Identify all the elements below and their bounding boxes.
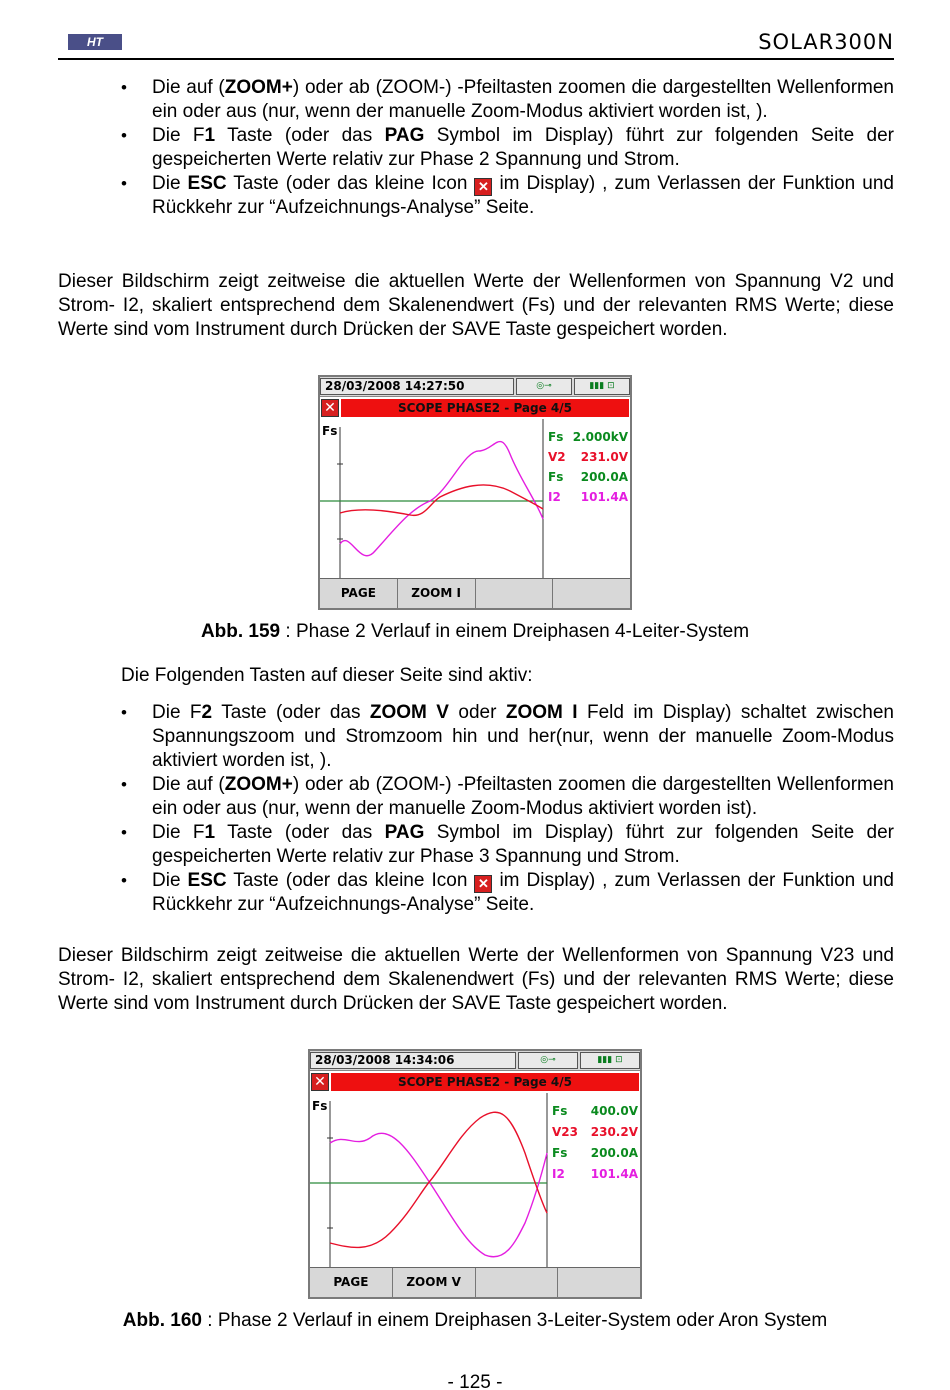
caption-159: Abb. 159 : Phase 2 Verlauf in einem Dreiphasen 4-Leiter-System <box>200 621 750 642</box>
bullet-f1-2: • Die F1 Taste (oder das PAG Symbol im Display) führt zur folgenden Seite der gespeicherten Werte relativ zur Phase 3 Spannung und Strom. <box>58 821 894 869</box>
value-fs-a: 200.0A <box>580 470 628 484</box>
esc-close-icon[interactable]: ✕ <box>311 1073 329 1091</box>
status-bar <box>320 377 630 397</box>
bullet-f2: • Die F2 Taste (oder das ZOOM V oder ZOOM I Feld im Display) schaltet zwischen Spannungszoom und Stromzoom hin und her(nur, wenn der manuelle Zoom-Modus aktiviert worden ist, ). <box>58 701 894 773</box>
bullet-zoom: • Die auf (ZOOM+) oder ab (ZOOM-) -Pfeiltasten zoomen die dargestellten Wellenformen ein oder aus (nur, wenn der manuelle Zoom-Modus aktiviert worden ist, ). <box>58 76 894 124</box>
value-v23: 230.2V <box>590 1125 638 1139</box>
value-label-v2: V2 <box>548 450 566 464</box>
value-fs-v: 2.000kV <box>572 430 628 444</box>
page-button[interactable]: PAGE <box>320 579 398 608</box>
bullet-zoom-2: • Die auf (ZOOM+) oder ab (ZOOM-) -Pfeiltasten zoomen die dargestellten Wellenformen ein oder aus (nur, wenn der manuelle Zoom-Modus aktiviert worden ist). <box>58 773 894 821</box>
instrument-screen-159 <box>318 375 632 610</box>
status-bar <box>310 1051 640 1071</box>
intro-text: Die Folgenden Tasten auf dieser Seite sind aktiv: <box>121 665 533 686</box>
value-label-v23: V23 <box>552 1125 578 1139</box>
screen-title: SCOPE PHASE2 - Page 4/5 <box>331 1073 639 1091</box>
scope-plot <box>320 419 630 581</box>
value-fs-a: 200.0A <box>590 1146 638 1160</box>
value-fs-v: 400.0V <box>590 1104 638 1118</box>
page-number: - 125 - <box>447 1372 503 1390</box>
battery-icon: ▮▮▮ ⊡ <box>574 378 630 395</box>
softkey-4[interactable] <box>558 1268 640 1297</box>
connection-icon: ◎⊸ <box>516 378 572 395</box>
value-label-fs-v: Fs <box>552 1104 568 1118</box>
value-label-fs-a: Fs <box>552 1146 568 1160</box>
page-header <box>58 28 894 60</box>
voltage-waveform <box>340 485 543 515</box>
connection-icon: ◎⊸ <box>518 1052 578 1069</box>
bullet-esc: • Die ESC Taste (oder das kleine Icon ✕ im Display) , zum Verlassen der Funktion und Rückkehr zur “Aufzeichnungs-Analyse” Seite. <box>58 172 894 220</box>
current-waveform <box>330 1133 547 1257</box>
value-readouts <box>552 1104 639 1181</box>
value-label-fs-v: Fs <box>548 430 564 444</box>
softkey-bar <box>320 578 630 608</box>
caption-160: Abb. 160 : Phase 2 Verlauf in einem Dreiphasen 3-Leiter-System oder Aron System <box>122 1310 828 1331</box>
voltage-waveform <box>330 1112 547 1247</box>
value-readouts <box>548 430 629 504</box>
value-label-fs-a: Fs <box>548 470 564 484</box>
esc-close-icon[interactable]: ✕ <box>321 399 339 417</box>
value-i2: 101.4A <box>580 490 628 504</box>
instrument-screen-160 <box>308 1049 642 1299</box>
datetime-display: 28/03/2008 14:34:06 <box>310 1052 516 1069</box>
value-label-i2: I2 <box>548 490 561 504</box>
softkey-3[interactable] <box>476 1268 559 1297</box>
bullet-list-1 <box>58 76 894 220</box>
paragraph-2: Dieser Bildschirm zeigt zeitweise die aktuellen Werte der Wellenformen von Spannung V23 und Strom- I2, skaliert entsprechend dem Skalenendwert (Fs) und der relevanten RMS Werte; diese Werte sind vom Instrument durch Drücken der SAVE Taste gespeichert worden. <box>58 945 894 1014</box>
page-button[interactable]: PAGE <box>310 1268 393 1297</box>
fs-axis-label: Fs <box>322 424 338 438</box>
product-name: SOLAR300N <box>758 30 894 54</box>
close-icon: ✕ <box>474 178 492 196</box>
zoom-v-button[interactable]: ZOOM V <box>393 1268 476 1297</box>
title-bar <box>320 398 630 418</box>
close-icon: ✕ <box>474 875 492 893</box>
value-v2: 231.0V <box>580 450 628 464</box>
bullet-list-2 <box>58 701 894 917</box>
current-waveform <box>340 442 543 556</box>
ht-logo: HT <box>68 34 122 50</box>
title-bar <box>310 1072 640 1092</box>
scope-plot <box>310 1093 640 1269</box>
paragraph-1: Dieser Bildschirm zeigt zeitweise die aktuellen Werte der Wellenformen von Spannung V2 und Strom- I2, skaliert entsprechend dem Skalenendwert (Fs) und der relevanten RMS Werte; diese Werte sind vom Instrument durch Drücken der SAVE Taste gespeichert worden. <box>58 271 894 340</box>
softkey-4[interactable] <box>553 579 630 608</box>
datetime-display: 28/03/2008 14:27:50 <box>320 378 514 395</box>
value-label-i2: I2 <box>552 1167 565 1181</box>
screen-title: SCOPE PHASE2 - Page 4/5 <box>341 399 629 417</box>
value-i2: 101.4A <box>590 1167 638 1181</box>
fs-axis-label: Fs <box>312 1099 328 1113</box>
zoom-i-button[interactable]: ZOOM I <box>398 579 476 608</box>
softkey-3[interactable] <box>476 579 554 608</box>
bullet-f1: • Die F1 Taste (oder das PAG Symbol im Display) führt zur folgenden Seite der gespeicherten Werte relativ zur Phase 2 Spannung und Strom. <box>58 124 894 172</box>
softkey-bar <box>310 1267 640 1297</box>
battery-icon: ▮▮▮ ⊡ <box>580 1052 640 1069</box>
bullet-esc-2: • Die ESC Taste (oder das kleine Icon ✕ im Display) , zum Verlassen der Funktion und Rückkehr zur “Aufzeichnungs-Analyse” Seite. <box>58 869 894 917</box>
